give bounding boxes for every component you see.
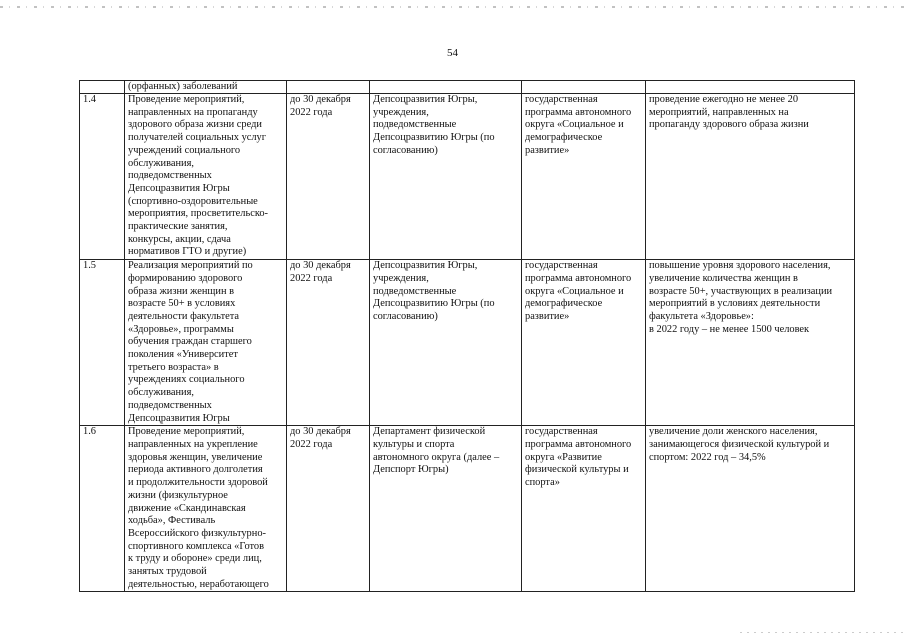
cell-executor: Депсоцразвития Югры, учреждения, подведомственные Депсоцразвитию Югры (по согласованию) bbox=[370, 260, 522, 426]
cell-result: проведение ежегодно не менее 20 мероприятий, направленных на пропаганду здорового образа жизни bbox=[646, 94, 855, 260]
cell-task: Проведение мероприятий, направленных на пропаганду здорового образа жизни среди получателей социальных услуг учреждений социального обслуживания, подведомственных Депсоцразвития Югры (спортивно-оздоровительные мероприятия, просветительско- практические занятия, конкурсы, акции, сдача нормативов ГТО и другие) bbox=[125, 94, 287, 260]
table-row bbox=[80, 94, 855, 260]
cell-deadline: до 30 декабря 2022 года bbox=[287, 260, 370, 426]
cell-result: увеличение доли женского населения, занимающегося физической культурой и спортом: 2022 год – 34,5% bbox=[646, 426, 855, 592]
cell-executor bbox=[370, 81, 522, 94]
cell-program: государственная программа автономного округа «Развитие физической культуры и спорта» bbox=[522, 426, 646, 592]
cell-program: государственная программа автономного округа «Социальное и демографическое развитие» bbox=[522, 260, 646, 426]
cell-executor: Депсоцразвития Югры, учреждения, подведомственные Депсоцразвитию Югры (по согласованию) bbox=[370, 94, 522, 260]
cell-deadline: до 30 декабря 2022 года bbox=[287, 426, 370, 592]
cell-task: (орфанных) заболеваний bbox=[125, 81, 287, 94]
scan-artifact-top bbox=[0, 6, 905, 8]
cell-num bbox=[80, 81, 125, 94]
table-row bbox=[80, 426, 855, 592]
scan-artifact-bottom bbox=[740, 632, 905, 633]
table-row bbox=[80, 260, 855, 426]
cell-task: Реализация мероприятий по формированию здорового образа жизни женщин в возрасте 50+ в условиях деятельности факультета «Здоровье», программы обучения граждан старшего поколения «Университет третьего возраста» в учреждениях социального обслуживания, подведомственных Депсоцразвития Югры bbox=[125, 260, 287, 426]
cell-deadline bbox=[287, 81, 370, 94]
cell-result bbox=[646, 81, 855, 94]
cell-num: 1.4 bbox=[80, 94, 125, 260]
cell-num: 1.6 bbox=[80, 426, 125, 592]
cell-deadline: до 30 декабря 2022 года bbox=[287, 94, 370, 260]
cell-program bbox=[522, 81, 646, 94]
measures-table bbox=[79, 80, 855, 592]
cell-task: Проведение мероприятий, направленных на укрепление здоровья женщин, увеличение периода активного долголетия и продолжительности здоровой жизни (физкультурное движение «Скандинавская ходьба», Фестиваль Всероссийского физкультурно- спортивного комплекса «Готов к труду и обороне» среди лиц, занятых трудовой деятельностью, неработающего bbox=[125, 426, 287, 592]
cell-result: повышение уровня здорового населения, увеличение количества женщин в возрасте 50+, участвующих в реализации мероприятий в условиях деятельности факультета «Здоровье»: в 2022 году – не менее 1500 человек bbox=[646, 260, 855, 426]
cell-program: государственная программа автономного округа «Социальное и демографическое развитие» bbox=[522, 94, 646, 260]
page-number: 54 bbox=[447, 47, 458, 59]
table-row-continuation bbox=[80, 81, 855, 94]
cell-executor: Департамент физической культуры и спорта автономного округа (далее – Депспорт Югры) bbox=[370, 426, 522, 592]
cell-num: 1.5 bbox=[80, 260, 125, 426]
